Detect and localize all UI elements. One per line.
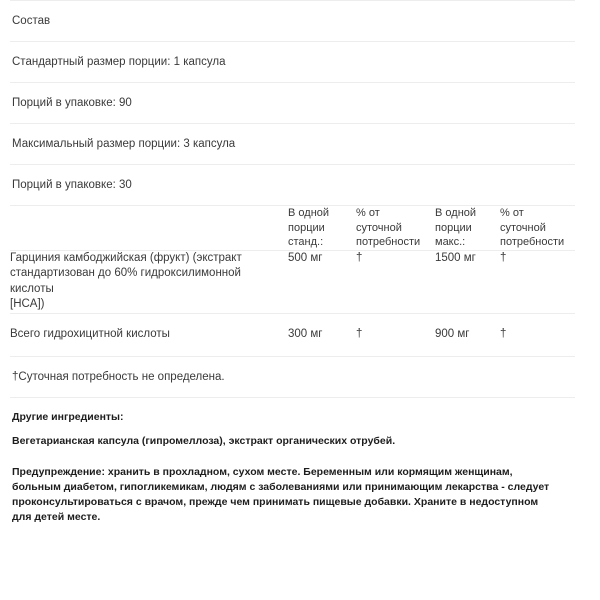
column-header-daily-value-standard — [356, 206, 435, 250]
ingredient-daily-value-maximum: † — [500, 327, 507, 340]
header-line: потребности — [356, 236, 421, 248]
ingredient-daily-value-maximum: † — [500, 251, 507, 264]
ingredient-name-line: [HCA]) — [10, 298, 45, 310]
ingredient-name-line: Гарциния камбоджийская (фрукт) (экстракт — [10, 251, 242, 264]
daily-value-footnote: †Суточная потребность не определена. — [12, 371, 225, 383]
info-row-maximum-serving-size: Максимальный размер порции: 3 капсула — [12, 138, 236, 150]
column-header-daily-value-maximum — [500, 206, 575, 250]
ingredient-name-line: Всего гидрохицитной кислоты — [10, 327, 170, 340]
column-header-amount-standard — [288, 206, 356, 250]
table-header-row — [10, 206, 575, 250]
ingredient-daily-value-standard: † — [356, 327, 363, 340]
ingredient-name — [10, 314, 288, 357]
header-line: суточной — [500, 221, 546, 234]
column-header-amount-maximum — [435, 206, 500, 250]
table-row — [10, 314, 575, 357]
header-line: В одной — [435, 207, 477, 219]
ingredient-amount-standard: 300 мг — [288, 327, 323, 340]
info-row-composition: Состав — [12, 15, 51, 27]
info-row-servings-per-container-standard: Порций в упаковке: 90 — [12, 97, 132, 109]
header-line: % от — [356, 207, 380, 219]
header-line: порции — [435, 221, 472, 234]
info-row-standard-serving-size: Стандартный размер порции: 1 капсула — [12, 56, 226, 68]
ingredient-daily-value-standard: † — [356, 251, 363, 264]
header-line: макс.: — [435, 236, 466, 248]
ingredient-amount-maximum: 1500 мг — [435, 251, 476, 264]
header-line: суточной — [356, 221, 402, 234]
other-ingredients-text: Вегетарианская капсула (гипромеллоза), экстракт органических отрубей. — [12, 435, 396, 447]
warning-text: Предупреждение: хранить в прохладном, сухом месте. Беременным или кормящим женщинам, больным диабетом, гипогликемикам, людям с заболеваниями или принимающим лекарства - следует проконсультироваться с врачом, прежде чем принимать пищевые добавки. Храните в недоступном для детей месте. — [12, 466, 550, 523]
info-row-servings-per-container-maximum: Порций в упаковке: 30 — [12, 179, 132, 191]
ingredient-amount-standard: 500 мг — [288, 251, 323, 264]
table-row — [10, 251, 575, 313]
nutrition-table-body-2 — [10, 314, 575, 357]
nutrition-table — [10, 206, 575, 250]
header-line: В одной — [288, 207, 330, 219]
ingredient-name — [10, 251, 288, 313]
ingredient-name-line: стандартизован до 60% гидроксилимонной кислоты — [10, 267, 241, 295]
ingredient-amount-maximum: 900 мг — [435, 327, 470, 340]
other-ingredients-label: Другие ингредиенты: — [12, 411, 124, 423]
nutrition-table-body-1 — [10, 251, 575, 313]
header-line: порции — [288, 221, 325, 234]
header-line: станд.: — [288, 236, 324, 248]
column-header-ingredient — [10, 206, 288, 250]
header-line: % от — [500, 207, 524, 219]
header-line: потребности — [500, 236, 565, 248]
